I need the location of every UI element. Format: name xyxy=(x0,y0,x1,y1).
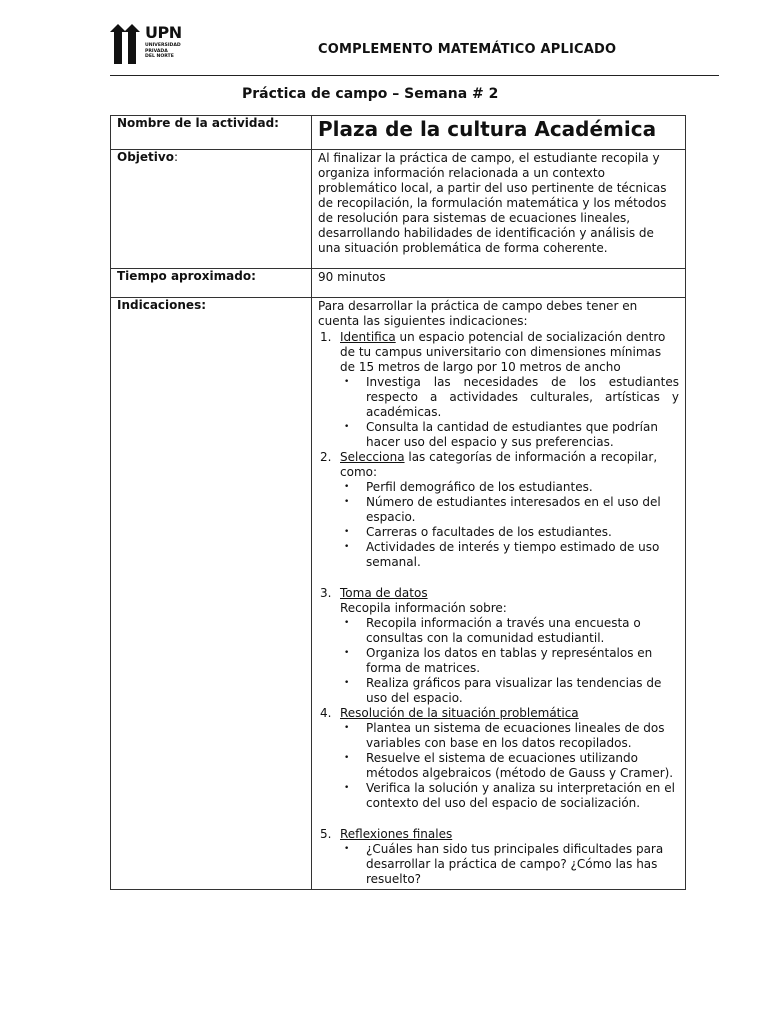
objective-text: Al finalizar la práctica de campo, el estudiante recopila y organiza información relacionada a un contexto problemático local, a partir del uso pertinente de técnicas de recopilación, la formulación matemática y los métodos de resolución para sistemas de ecuaciones lineales, desarrollando habilidades de identificación y análisis de una situación problemática de forma coherente. xyxy=(318,151,667,255)
list-bullet: • Actividades de interés y tiempo estimado de uso semanal. xyxy=(344,540,660,569)
document-title: Práctica de campo – Semana # 2 xyxy=(242,86,499,102)
list-item: 4. Resolución de la situación problemática xyxy=(320,706,579,720)
time-value: 90 minutos xyxy=(312,269,686,298)
list-bullet: • Perfil demográfico de los estudiantes. xyxy=(344,480,593,494)
list-bullet: • Resuelve el sistema de ecuaciones utilizando métodos algebraicos (método de Gauss y Cramer). xyxy=(344,751,674,780)
logo-text: UPN xyxy=(145,23,182,42)
activity-name: Plaza de la cultura Académica xyxy=(318,117,657,141)
list-bullet: • ¿Cuáles han sido tus principales dificultades para desarrollar la práctica de campo? ¿Cómo las has resuelto? xyxy=(344,842,664,886)
indications-intro: Para desarrollar la práctica de campo debes tener en cuenta las siguientes indicaciones: xyxy=(318,299,638,328)
table-row-indications xyxy=(111,298,686,890)
course-title: COMPLEMENTO MATEMÁTICO APLICADO xyxy=(318,42,617,57)
list-item: 5. Reflexiones finales xyxy=(320,827,453,841)
table-row-objective xyxy=(111,150,686,269)
list-item: 1. Identifica un espacio potencial de socialización dentro de tu campus universitario con dimensiones mínimas de 15 metros de largo por 10 metros de ancho xyxy=(320,330,666,374)
table-row-time xyxy=(111,269,686,298)
list-bullet: • Organiza los datos en tablas y represéntalos en forma de matrices. xyxy=(344,646,653,675)
indications-list xyxy=(318,298,679,887)
logo-tagline: UNIVERSIDAD PRIVADA DEL NORTE xyxy=(145,43,181,60)
indications-value xyxy=(312,298,686,890)
table-row-name xyxy=(111,116,686,150)
list-bullet: • Número de estudiantes interesados en el uso del espacio. xyxy=(344,495,661,524)
list-bullet: • Carreras o facultades de los estudiantes. xyxy=(344,525,612,539)
list-bullet: • Consulta la cantidad de estudiantes que podrían hacer uso del espacio y sus preferencias. xyxy=(344,420,658,449)
label-time: Tiempo aproximado: xyxy=(111,269,312,298)
upn-logo xyxy=(108,24,188,66)
upn-logo-icon xyxy=(108,24,142,64)
label-objective: Objetivo: xyxy=(111,150,312,269)
list-item: 2. Selecciona las categorías de información a recopilar, como: xyxy=(320,450,658,479)
activity-table xyxy=(110,115,686,890)
list-bullet: • Realiza gráficos para visualizar las tendencias de uso del espacio. xyxy=(344,676,662,705)
list-bullet: • Plantea un sistema de ecuaciones lineales de dos variables con base en los datos recopilados. xyxy=(344,721,665,750)
header-divider xyxy=(110,75,719,76)
list-subheading: Recopila información sobre: xyxy=(340,601,507,615)
activity-name-value xyxy=(312,116,686,150)
objective-value xyxy=(312,150,686,269)
list-bullet: • Investiga las necesidades de los estudiantes respecto a actividades culturales, artísticas y académicas. xyxy=(344,375,679,419)
list-bullet: • Verifica la solución y analiza su interpretación en el contexto del uso del espacio de socialización. xyxy=(344,781,675,810)
list-item: 3. Toma de datos xyxy=(320,586,428,600)
label-activity-name: Nombre de la actividad: xyxy=(111,116,312,150)
list-bullet: • Recopila información a través una encuesta o consultas con la comunidad estudiantil. xyxy=(344,616,641,645)
label-indications: Indicaciones: xyxy=(111,298,312,890)
